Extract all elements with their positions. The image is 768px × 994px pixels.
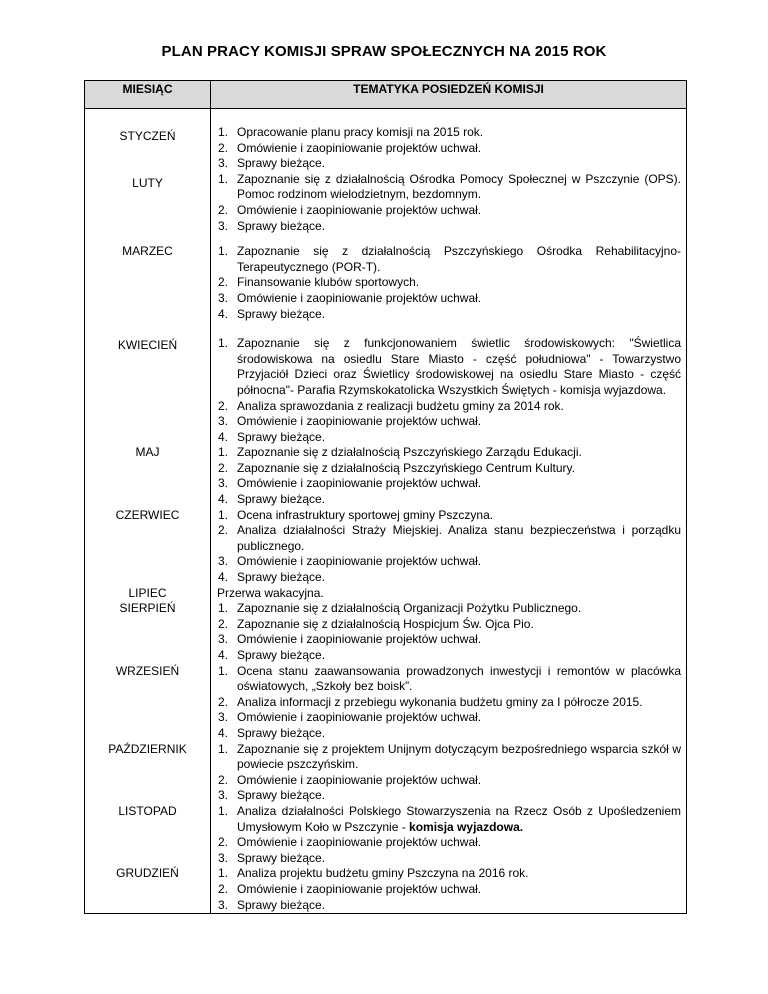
month-cell (85, 742, 211, 804)
topics-cell (211, 322, 687, 445)
item-number: 1. (218, 507, 229, 522)
item-text: Sprawy bieżące. (237, 492, 326, 507)
list-item (217, 664, 681, 695)
item-number: 3. (218, 414, 229, 429)
list-item (217, 203, 681, 219)
topics-cell (211, 172, 687, 234)
item-number: 3. (218, 476, 229, 491)
item-text: Omówienie i zaopiniowanie projektów uchwał. (237, 202, 482, 217)
table-row (85, 586, 687, 664)
item-number: 2. (218, 881, 229, 896)
table-body (85, 109, 687, 914)
month-cell (85, 586, 211, 664)
item-number: 3. (218, 156, 229, 171)
item-text: Sprawy bieżące. (237, 156, 326, 171)
month-label: MAJ (135, 445, 160, 460)
table-row (85, 234, 687, 322)
item-text: Ocena stanu zaawansowania prowadzonych inwestycji i remontów w placówka oświatowych, „Szkoły bez boisk”. (237, 663, 681, 694)
month-cell (85, 234, 211, 322)
header-month (85, 81, 211, 109)
list-item (217, 523, 681, 554)
item-number: 4. (218, 429, 229, 444)
item-number: 1. (218, 803, 229, 818)
item-number: 1. (218, 171, 229, 186)
list-item (217, 291, 681, 307)
item-number: 3. (218, 788, 229, 803)
table-row (85, 445, 687, 507)
item-number: 2. (218, 523, 229, 538)
item-text: Omówienie i zaopiniowanie projektów uchwał. (237, 290, 482, 305)
list-item (217, 275, 681, 291)
month-label: KWIECIEŃ (117, 338, 178, 353)
item-number: 3. (218, 632, 229, 647)
item-number: 4. (218, 570, 229, 585)
table-row (85, 322, 687, 445)
item-number: 1. (218, 445, 229, 460)
topics-cell (211, 664, 687, 742)
table-row (85, 508, 687, 586)
list-item (217, 336, 681, 398)
list-item (217, 804, 681, 835)
month-label: WRZESIEŃ (115, 663, 180, 678)
table-row (85, 804, 687, 866)
topic-list (217, 664, 681, 742)
item-number: 4. (218, 648, 229, 662)
item-number: 4. (218, 492, 229, 507)
month-cell (85, 322, 211, 445)
item-number: 2. (218, 616, 229, 631)
month-label: LIPIEC (128, 585, 167, 600)
item-number: 3. (218, 218, 229, 233)
list-item (217, 399, 681, 415)
list-item (217, 125, 681, 141)
topics-cell (211, 508, 687, 586)
item-text: Omówienie i zaopiniowanie projektów uchwał. (237, 554, 482, 569)
topic-list (217, 125, 681, 172)
item-number: 3. (218, 710, 229, 725)
item-text: Zapoznanie się z działalnością Pszczyńskiego Ośrodka Rehabilitacyjno-Terapeutycznego (POR-T). (237, 244, 681, 274)
item-text: Omówienie i zaopiniowanie projektów uchwał. (237, 476, 482, 491)
list-item (217, 414, 681, 430)
table-row (85, 172, 687, 234)
topic-list (217, 336, 681, 445)
topics-cell (211, 586, 687, 664)
item-text: Sprawy bieżące. (237, 788, 326, 803)
month-cell (85, 445, 211, 507)
month-label: LISTOPAD (118, 803, 177, 818)
topics-cell (211, 804, 687, 866)
item-text: Sprawy bieżące. (237, 648, 326, 662)
item-text: Omówienie i zaopiniowanie projektów uchwał. (237, 632, 482, 647)
month-label: LUTY (132, 175, 163, 190)
topics-cell (211, 742, 687, 804)
list-item (217, 445, 681, 461)
topic-list (217, 172, 681, 234)
list-item (217, 710, 681, 726)
item-text: Ocena infrastruktury sportowej gminy Pszczyna. (237, 507, 494, 522)
item-number: 1. (218, 601, 229, 616)
item-text: Zapoznanie się z projektem Unijnym dotyczącym bezpośredniego wsparcia szkół w powiecie pszczyńskim. (237, 741, 681, 772)
topic-list (217, 804, 681, 866)
item-number: 3. (218, 850, 229, 865)
table-row (85, 866, 687, 913)
topic-list (217, 742, 681, 804)
month-label: PAŹDZIERNIK (108, 741, 187, 756)
header-month-label: MIESIĄC (122, 82, 173, 96)
item-text: Sprawy bieżące. (237, 725, 326, 740)
item-number: 2. (218, 140, 229, 155)
header-topics (211, 81, 687, 109)
item-text: Sprawy bieżące. (237, 218, 326, 233)
item-text: Zapoznanie się z działalnością Pszczyńskiego Centrum Kultury. (237, 460, 575, 475)
item-text: Omówienie i zaopiniowanie projektów uchwał. (237, 772, 482, 787)
list-item (217, 632, 681, 648)
item-text: Zapoznanie się z działalnością Pszczyńskiego Zarządu Edukacji. (237, 445, 582, 460)
list-item (217, 695, 681, 711)
month-label: GRUDZIEŃ (116, 866, 179, 881)
item-text: Analiza informacji z przebiegu wykonania budżetu gminy za I półrocze 2015. (237, 694, 643, 709)
list-item (217, 648, 681, 664)
list-item (217, 882, 681, 898)
month-cell (85, 172, 211, 234)
item-number: 1. (218, 336, 229, 351)
item-number: 4. (218, 306, 229, 321)
list-item (217, 476, 681, 492)
item-text: Sprawy bieżące. (237, 306, 326, 321)
topics-cell (211, 445, 687, 507)
item-number: 3. (218, 290, 229, 305)
list-item (217, 508, 681, 524)
month-label: STYCZEŃ (119, 129, 176, 143)
topics-cell (211, 109, 687, 172)
list-item (217, 554, 681, 570)
list-item (217, 726, 681, 742)
list-item (217, 461, 681, 477)
item-text: Finansowanie klubów sportowych. (237, 275, 420, 290)
item-text: Zapoznanie się z działalnością Ośrodka Pomocy Społecznej w Pszczynie (OPS). Pomoc rodzinom wielodzietnym, bezdomnym. (237, 171, 681, 202)
list-item (217, 866, 681, 882)
item-number: 1. (218, 866, 229, 881)
list-item (217, 156, 681, 172)
topic-list (217, 508, 681, 586)
month-cell (85, 866, 211, 913)
item-text: Omówienie i zaopiniowanie projektów uchwał. (237, 140, 482, 155)
table-row (85, 664, 687, 742)
month-cell (85, 508, 211, 586)
list-item (217, 742, 681, 773)
item-text: Analiza działalności Polskiego Stowarzyszenia na Rzecz Osób z Upośledzeniem Umysłowym Koło w Pszczynie - (237, 803, 681, 834)
item-number: 2. (218, 398, 229, 413)
list-item (217, 601, 681, 617)
item-text: Analiza sprawozdania z realizacji budżetu gminy za 2014 rok. (237, 398, 564, 413)
list-item (217, 570, 681, 586)
list-item (217, 851, 681, 867)
month-label: SIERPIEŃ (119, 601, 176, 616)
item-number: 4. (218, 725, 229, 740)
item-number: 1. (218, 125, 229, 139)
item-number: 2. (218, 275, 229, 290)
item-number: 2. (218, 202, 229, 217)
work-plan-table (84, 80, 687, 914)
topics-cell (211, 866, 687, 913)
item-number: 3. (218, 554, 229, 569)
item-text: Analiza działalności Straży Miejskiej. Analiza stanu bezpieczeństwa i porządku publicznego. (237, 523, 681, 553)
list-item (217, 244, 681, 275)
item-text: Zapoznanie się z funkcjonowaniem świetlic środowiskowych: "Świetlica środowiskowa na osiedlu Stare Miasto - część południowa" - Towarzystwo Przyjaciół Dzieci oraz Świetlicy środowiskowej na osiedlu Stare Miasto - część północna"- Parafia Rzymskokatolicka Wszystkich Świętych - komisja wyjazdowa. (237, 336, 681, 397)
item-text: Zapoznanie się z działalnością Hospicjum Św. Ojca Pio. (237, 616, 534, 631)
item-text: Sprawy bieżące. (237, 897, 326, 912)
topics-cell (211, 234, 687, 322)
list-item (217, 307, 681, 323)
item-text: Sprawy bieżące. (237, 850, 326, 865)
item-text: Analiza projektu budżetu gminy Pszczyna na 2016 rok. (237, 866, 529, 881)
item-number: 3. (218, 897, 229, 912)
month-cell (85, 804, 211, 866)
item-text: Omówienie i zaopiniowanie projektów uchwał. (237, 710, 482, 725)
topic-list (217, 866, 681, 913)
item-number: 2. (218, 694, 229, 709)
item-text: Sprawy bieżące. (237, 570, 326, 585)
list-item (217, 219, 681, 235)
topic-list (217, 601, 681, 663)
list-item (217, 617, 681, 633)
item-number: 1. (218, 663, 229, 678)
list-item (217, 172, 681, 203)
list-item (217, 835, 681, 851)
item-number: 2. (218, 772, 229, 787)
item-number: 2. (218, 460, 229, 475)
item-text: Opracowanie planu pracy komisji na 2015 rok. (237, 125, 484, 139)
break-note: Przerwa wakacyjna. (217, 585, 324, 600)
item-number: 1. (218, 741, 229, 756)
item-text: Omówienie i zaopiniowanie projektów uchwał. (237, 835, 482, 850)
topic-list (217, 244, 681, 322)
item-text: Omówienie i zaopiniowanie projektów uchwał. (237, 414, 482, 429)
item-number: 1. (218, 244, 229, 259)
list-item (217, 141, 681, 157)
table-header-row (85, 81, 687, 109)
item-bold-text: komisja wyjazdowa. (409, 819, 524, 834)
month-label: CZERWIEC (115, 507, 180, 522)
month-cell (85, 109, 211, 172)
list-item (217, 788, 681, 804)
list-item (217, 898, 681, 914)
list-item (217, 492, 681, 508)
header-topics-label: TEMATYKA POSIEDZEŃ KOMISJI (353, 82, 544, 96)
table-row (85, 742, 687, 804)
list-item (217, 773, 681, 789)
month-cell (85, 664, 211, 742)
item-text: Sprawy bieżące. (237, 429, 326, 444)
table-row (85, 109, 687, 172)
topic-list (217, 445, 681, 507)
item-text: Zapoznanie się z działalnością Organizacji Pożytku Publicznego. (237, 601, 582, 616)
list-item (217, 430, 681, 446)
item-number: 2. (218, 835, 229, 850)
month-label: MARZEC (122, 244, 173, 259)
item-text: Omówienie i zaopiniowanie projektów uchwał. (237, 881, 482, 896)
document-title: PLAN PRACY KOMISJI SPRAW SPOŁECZNYCH NA 2015 ROK (161, 43, 607, 60)
